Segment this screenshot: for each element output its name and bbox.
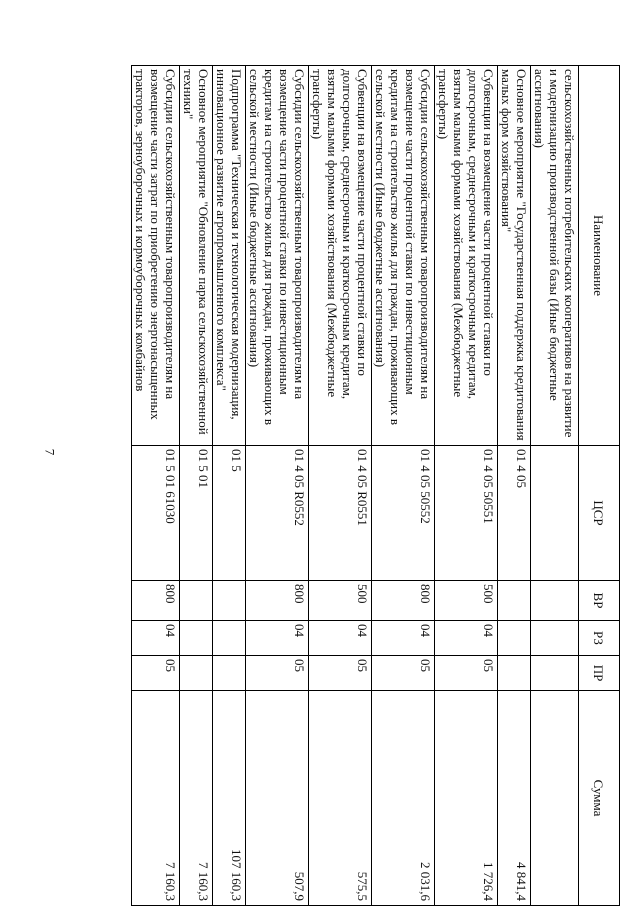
row-csr: 01 5 01 61030 [132,446,180,581]
row-vr [180,581,213,621]
header-name: Наименование [579,66,620,446]
row-pr [213,656,246,691]
table-header-row [579,66,620,906]
row-pr [180,656,213,691]
table-row [180,66,213,906]
row-name: Субвенции на возмещение части процентной ставки по долгосрочным, среднесрочным и краткосрочным кредитам, взятым малыми формами хозяйствования (Межбюджетные трансферты) [309,66,372,446]
row-vr: 800 [246,581,309,621]
row-sum [531,691,579,906]
row-csr: 01 4 05 R0552 [246,446,309,581]
row-sum: 1 726,4 [435,691,498,906]
row-vr [531,581,579,621]
row-sum: 7 160,3 [180,691,213,906]
row-pr [498,656,531,691]
row-csr: 01 4 05 50551 [435,446,498,581]
row-name: Субсидии сельскохозяйственным товаропроизводителям на возмещение части процентной ставки по инвестиционным кредитам на строительство жилья для граждан, проживающих в сельской местности (Иные бюджетные ассигнования) [246,66,309,446]
row-csr: 01 5 [213,446,246,581]
row-name: Основное мероприятие "Государственная поддержка кредитования малых форм хозяйствования" [498,66,531,446]
row-pr: 05 [246,656,309,691]
row-rz [213,621,246,656]
row-sum: 4 841,4 [498,691,531,906]
row-csr: 01 4 05 50552 [372,446,435,581]
row-vr [498,581,531,621]
row-pr: 05 [372,656,435,691]
table-row [435,66,498,906]
row-rz: 04 [435,621,498,656]
row-name: Субсидии сельскохозяйственным товаропроизводителям на возмещение части процентной ставки по инвестиционным кредитам на строительство жилья для граждан, проживающих в сельской местности (Иные бюджетные ассигнования) [372,66,435,446]
row-csr: 01 5 01 [180,446,213,581]
row-pr: 05 [309,656,372,691]
row-vr: 500 [309,581,372,621]
row-name: Субсидии сельскохозяйственным товаропроизводителям на возмещение части затрат по приобретению энергонасыщенных тракторов, зерноуборочных и кормоуборочных комбайнов [132,66,180,446]
header-csr: ЦСР [579,446,620,581]
row-vr: 800 [372,581,435,621]
row-rz: 04 [246,621,309,656]
row-csr: 01 4 05 [498,446,531,581]
table-row [213,66,246,906]
row-rz: 04 [372,621,435,656]
row-vr: 800 [132,581,180,621]
header-vr: ВР [579,581,620,621]
table-row [132,66,180,906]
row-sum: 575,5 [309,691,372,906]
table-row [309,66,372,906]
table-row [498,66,531,906]
row-sum: 7 160,3 [132,691,180,906]
row-name: Подпрограмма "Техническая и технологическая модернизация, инновационное развитие агропромышленного комплекса" [213,66,246,446]
row-sum: 107 160,3 [213,691,246,906]
row-vr [213,581,246,621]
table-row [246,66,309,906]
row-csr: 01 4 05 R0551 [309,446,372,581]
row-name: Субвенции на возмещение части процентной ставки по долгосрочным, среднесрочным и краткосрочным кредитам, взятым малыми формами хозяйствования (Межбюджетные трансферты) [435,66,498,446]
page-number: 7 [42,448,58,456]
budget-table [131,65,620,906]
header-pr: ПР [579,656,620,691]
row-rz: 04 [132,621,180,656]
row-vr: 500 [435,581,498,621]
row-sum: 2 031,6 [372,691,435,906]
row-csr [531,446,579,581]
header-sum: Сумма [579,691,620,906]
row-sum: 507,9 [246,691,309,906]
table-row [372,66,435,906]
row-pr: 05 [132,656,180,691]
header-rz: РЗ [579,621,620,656]
row-rz [498,621,531,656]
row-name: Основное мероприятие "Обновление парка сельскохозяйственной техники" [180,66,213,446]
row-rz: 04 [309,621,372,656]
row-pr [531,656,579,691]
row-pr: 05 [435,656,498,691]
row-rz [180,621,213,656]
row-name: сельскохозяйственных потребительских кооперативов на развитие и модернизацию производственной базы (Иные бюджетные ассигнования) [531,66,579,446]
table-row [531,66,579,906]
rotated-page [95,65,620,905]
row-rz [531,621,579,656]
